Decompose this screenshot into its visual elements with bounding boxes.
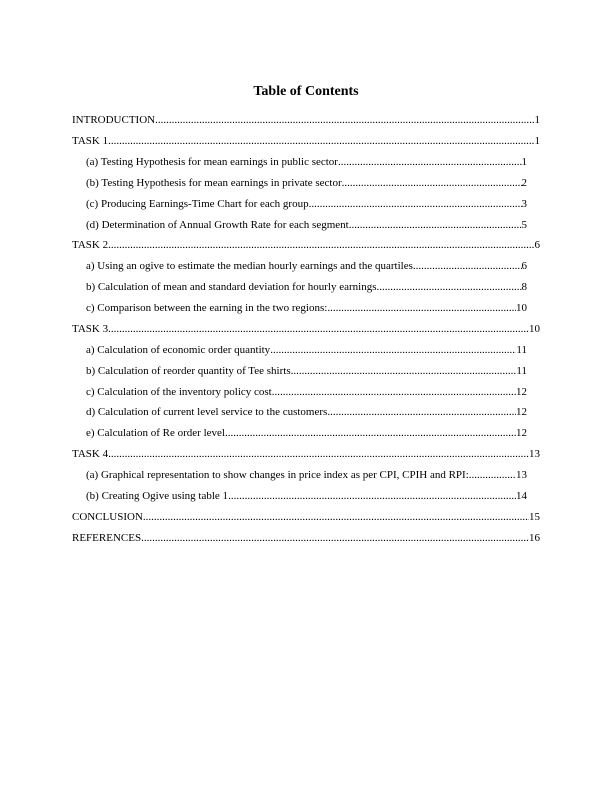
toc-entry-3b[interactable] xyxy=(86,364,527,378)
toc-page-number: 1 xyxy=(521,156,527,168)
toc-leader xyxy=(327,301,516,315)
toc-leader xyxy=(291,364,517,378)
toc-entry-label: (a) Testing Hypothesis for mean earnings in public sector xyxy=(86,156,338,168)
toc-page-number: 8 xyxy=(521,281,527,293)
toc-entry-4b[interactable] xyxy=(86,489,527,503)
toc-entry-label: c) Comparison between the earning in the two regions: xyxy=(86,302,328,314)
toc-leader xyxy=(108,134,534,148)
toc-leader xyxy=(228,489,516,503)
toc-leader xyxy=(377,280,522,294)
toc-entry-label: b) Calculation of mean and standard deviation for hourly earnings xyxy=(86,281,377,293)
toc-entry-introduction[interactable] xyxy=(72,113,540,127)
toc-leader xyxy=(155,113,534,127)
toc-page-number: 1 xyxy=(534,114,540,126)
toc-page-number: 14 xyxy=(516,490,527,502)
toc-entry-label: REFERENCES xyxy=(72,532,142,544)
toc-entry-2a[interactable] xyxy=(86,259,527,273)
toc-leader xyxy=(413,259,522,273)
toc-leader xyxy=(342,176,522,190)
toc-entry-label: e) Calculation of Re order level xyxy=(86,427,225,439)
toc-entry-task-3[interactable] xyxy=(72,322,540,336)
toc-leader xyxy=(143,510,529,524)
toc-entry-2b[interactable] xyxy=(86,280,527,294)
toc-leader xyxy=(225,426,516,440)
toc-page-number: 1 xyxy=(534,135,540,147)
toc-entry-task-2[interactable] xyxy=(72,238,540,252)
toc-entry-label: INTRODUCTION xyxy=(72,114,156,126)
toc-page-number: 6 xyxy=(521,260,527,272)
toc-entry-label: (c) Producing Earnings-Time Chart for each group xyxy=(86,198,309,210)
toc-leader xyxy=(469,468,516,482)
toc-entry-1b[interactable] xyxy=(86,176,527,190)
toc-entry-3c[interactable] xyxy=(86,385,527,399)
toc-page-number: 10 xyxy=(529,323,540,335)
toc-page-number: 11 xyxy=(516,344,527,356)
toc-entry-label: CONCLUSION xyxy=(72,511,143,523)
toc-entry-label: (d) Determination of Annual Growth Rate for each segment xyxy=(86,219,349,231)
toc-entry-label: TASK 4 xyxy=(72,448,109,460)
toc-entry-label: (b) Testing Hypothesis for mean earnings in private sector xyxy=(86,177,342,189)
toc-page-number: 13 xyxy=(529,448,540,460)
toc-page-number: 15 xyxy=(529,511,540,523)
toc-page-number: 3 xyxy=(521,198,527,210)
toc-entry-references[interactable] xyxy=(72,531,540,545)
toc-entry-1a[interactable] xyxy=(86,155,527,169)
toc-page-number: 12 xyxy=(516,386,527,398)
toc-page-number: 12 xyxy=(516,427,527,439)
toc-leader xyxy=(272,385,516,399)
toc-leader xyxy=(338,155,522,169)
toc-entry-label: (a) Graphical representation to show changes in price index as per CPI, CPIH and RPI: xyxy=(86,469,469,481)
toc-entry-3e[interactable] xyxy=(86,426,527,440)
toc-title: Table of Contents xyxy=(253,84,359,99)
toc-page-number: 6 xyxy=(534,239,540,251)
toc-entry-conclusion[interactable] xyxy=(72,510,540,524)
toc-entry-label: b) Calculation of reorder quantity of Tee shirts xyxy=(86,365,291,377)
toc-entry-label: (b) Creating Ogive using table 1 xyxy=(86,490,229,502)
toc-leader xyxy=(108,447,529,461)
toc-entry-4a[interactable] xyxy=(86,468,527,482)
toc-entry-label: TASK 1 xyxy=(72,135,109,147)
toc-page-number: 12 xyxy=(516,406,527,418)
toc-page-number: 11 xyxy=(516,365,527,377)
toc-leader xyxy=(141,531,529,545)
toc-entry-label: TASK 2 xyxy=(72,239,109,251)
toc-page-number: 2 xyxy=(521,177,527,189)
toc-entry-label: d) Calculation of current level service to the customers xyxy=(86,406,328,418)
toc-entry-label: a) Using an ogive to estimate the median hourly earnings and the quartiles xyxy=(86,260,413,272)
toc-entry-task-1[interactable] xyxy=(72,134,540,148)
toc-entry-1c[interactable] xyxy=(86,197,527,211)
toc-leader xyxy=(108,322,529,336)
toc-leader xyxy=(327,405,516,419)
toc-page-number: 10 xyxy=(516,302,527,314)
toc-leader xyxy=(108,238,534,252)
toc-entry-3a[interactable] xyxy=(86,343,527,357)
toc-page-number: 13 xyxy=(516,469,527,481)
toc-entry-label: a) Calculation of economic order quantity xyxy=(86,344,271,356)
toc-page-number: 5 xyxy=(521,219,527,231)
toc-leader xyxy=(270,343,516,357)
toc-entry-label: TASK 3 xyxy=(72,323,109,335)
toc-entry-label: c) Calculation of the inventory policy cost xyxy=(86,386,272,398)
toc-page-number: 16 xyxy=(529,532,540,544)
toc-entry-1d[interactable] xyxy=(86,218,527,232)
toc-entry-3d[interactable] xyxy=(86,405,527,419)
toc-entry-task-4[interactable] xyxy=(72,447,540,461)
toc-entry-2c[interactable] xyxy=(86,301,527,315)
toc-leader xyxy=(309,197,522,211)
toc-leader xyxy=(349,218,522,232)
